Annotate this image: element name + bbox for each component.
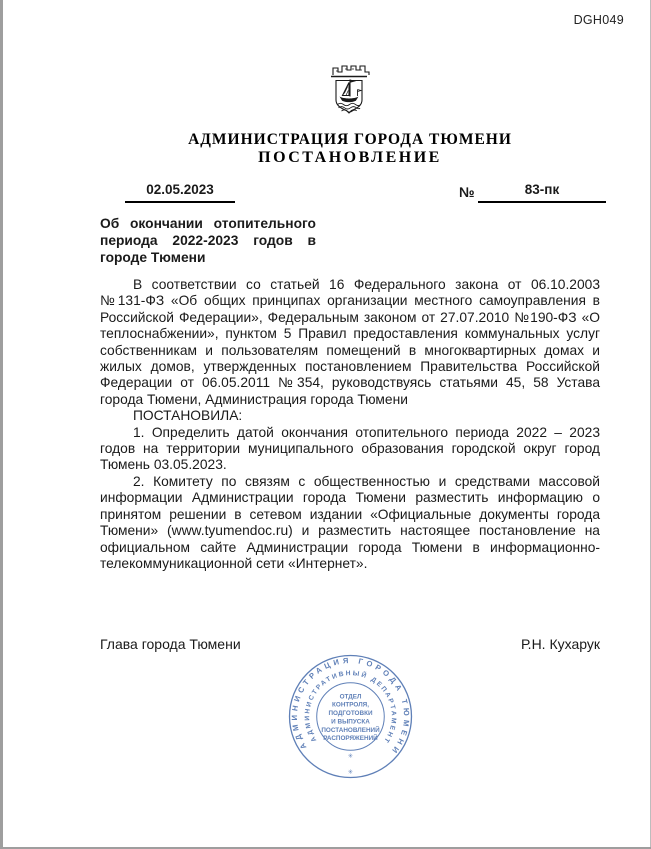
tyumen-coat-of-arms-icon [319,62,379,124]
doc-subject: Об окончании отопительного периода 2022-2023 годов в городе Тюмени [100,216,316,265]
stamp-inner-ring-text: АДМИНИСТРАТИВНЫЙ ДЕПАРТАМЕНТ [304,670,397,746]
stamp-separator-star: ✳ [347,752,354,760]
stamp-center-line: ОТДЕЛ [339,693,362,701]
doc-type-title: ПОСТАНОВЛЕНИЕ [258,149,442,166]
signature-row [100,636,600,652]
signature-title: Глава города Тюмени [100,636,241,652]
stamp-center-line: КОНТРОЛЯ, [332,701,369,709]
paragraph-resolved: ПОСТАНОВИЛА: [133,408,243,424]
paragraph-preamble: В соответствии со статьей 16 Федерального закона от 06.10.2003 №131-ФЗ «Об общих принципах организации местного самоуправления в Российской Федерации», Федеральным законом от 27.07.2010 №190-ФЗ «О теплоснабжении», пунктом 5 Правил предоставления коммунальных услуг собственникам и пользователям помещений в многоквартирных домах и жилых домов, утвержденных постановлением Правительства Российской Федерации от 06.05.2011 №354, руководствуясь статьями 45, 58 Устава города Тюмени, Администрация города Тюмени [100,277,600,407]
stamp-center-line: РАСПОРЯЖЕНИЙ [323,735,378,743]
stamp-separator-star: ✳ [347,768,354,776]
doc-number-field: 83-пк [478,182,606,203]
stamp-center-line: ПОДГОТОВКИ [328,710,373,718]
document-header [100,131,600,167]
doc-date-field: 02.05.2023 [125,182,235,203]
signature-name: Р.Н. Кухарук [520,636,600,652]
page-left-edge [0,0,3,849]
org-name: АДМИНИСТРАЦИЯ ГОРОДА ТЮМЕНИ [188,131,512,148]
doc-code: DGH049 [573,13,624,27]
stamp-outer-ring-text: АДМИНИСТРАЦИЯ ГОРОДА ТЮМЕНИ [290,655,412,758]
paragraph-item-2: 2. Комитету по связям с общественностью и средствами массовой информации Администрации города Тюмени разместить информацию о принятом решении в сетевом издании «Официальные документы города Тюмени» (www.tyumendoc.ru) и разместить настоящее постановление на официальном сайте Администрации города Тюмени в информационно-телекоммуникационной сети «Интернет». [100,473,600,571]
number-sign: № [459,184,475,200]
paragraph-item-1: 1. Определить датой окончания отопительного периода 2022 – 2023 годов на территории муниципального образования городской округ город Тюмень 03.05.2023. [100,424,600,473]
approval-stamp [288,654,413,779]
stamp-center-line: ПОСТАНОВЛЕНИЙ [321,726,380,734]
doc-body [100,277,600,572]
stamp-center-line: И ВЫПУСКА [331,718,370,726]
